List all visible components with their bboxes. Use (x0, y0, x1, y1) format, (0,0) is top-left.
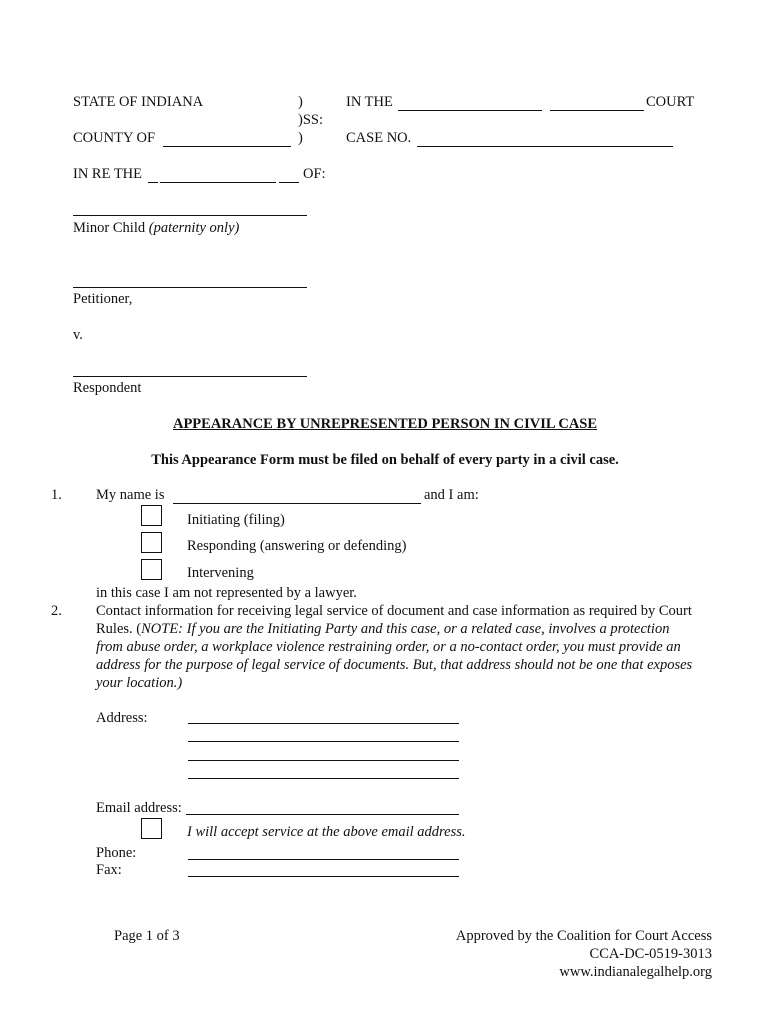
caption-paren: ) (298, 94, 303, 110)
caption-paren: ) (298, 130, 303, 146)
name-line[interactable] (173, 503, 421, 504)
note-text: your location.) (96, 675, 183, 691)
respondent-label: Respondent (73, 380, 142, 396)
versus-label: v. (73, 327, 83, 343)
respondent-line[interactable] (73, 376, 307, 377)
county-line[interactable] (163, 146, 291, 147)
email-line[interactable] (186, 814, 459, 815)
case-number-line[interactable] (417, 146, 673, 147)
form-code: CCA-DC-0519-3013 (589, 946, 712, 962)
address-line[interactable] (188, 741, 459, 742)
accept-email-checkbox[interactable] (141, 818, 162, 839)
address-line[interactable] (188, 760, 459, 761)
phone-line[interactable] (188, 859, 459, 860)
case-no-label: CASE NO. (346, 130, 412, 146)
fax-line[interactable] (188, 876, 459, 877)
minor-child-line[interactable] (73, 215, 307, 216)
petitioner-label: Petitioner, (73, 291, 133, 307)
in-the-label: IN THE (346, 94, 393, 110)
note-text: from abuse order, a workplace violence restraining order, or a no-contact order, you must provide an (96, 639, 681, 655)
in-re-short-line[interactable] (279, 182, 299, 183)
initiating-label: Initiating (filing) (187, 512, 285, 528)
court-type-line[interactable] (550, 110, 644, 111)
in-re-short-line[interactable] (148, 182, 158, 183)
address-line[interactable] (188, 723, 459, 724)
petitioner-line[interactable] (73, 287, 307, 288)
rules-note-line: Rules. (NOTE: If you are the Initiating Party and this case, or a related case, involves a protection (96, 621, 670, 637)
page-number: Page 1 of 3 (114, 928, 180, 944)
initiating-checkbox[interactable] (141, 505, 162, 526)
responding-label: Responding (answering or defending) (187, 538, 407, 554)
name-label: My name is (96, 487, 165, 503)
form-title: APPEARANCE BY UNREPRESENTED PERSON IN CIVIL CASE (172, 416, 598, 432)
in-re-line[interactable] (160, 182, 276, 183)
note-text: address for the purpose of legal service of documents. But, that address should not be one that exposes (96, 657, 693, 673)
email-label: Email address: (96, 800, 182, 816)
not-represented-text: in this case I am not represented by a lawyer. (96, 585, 357, 601)
approved-by: Approved by the Coalition for Court Access (455, 928, 712, 944)
address-line[interactable] (188, 778, 459, 779)
minor-child-label: Minor Child (paternity only) (73, 220, 240, 236)
intervening-checkbox[interactable] (141, 559, 162, 580)
ss-label: )SS: (298, 112, 323, 128)
item-number: 2. (51, 603, 62, 619)
intervening-label: Intervening (187, 565, 254, 581)
form-subtitle: This Appearance Form must be filed on behalf of every party in a civil case. (151, 452, 619, 468)
state-label: STATE OF INDIANA (73, 94, 204, 110)
fax-label: Fax: (96, 862, 122, 878)
of-label: OF: (303, 166, 326, 182)
accept-email-label: I will accept service at the above email address. (187, 824, 466, 840)
responding-checkbox[interactable] (141, 532, 162, 553)
and-i-am-label: and I am: (424, 487, 479, 503)
court-label: COURT (646, 94, 695, 110)
item-number: 1. (51, 487, 62, 503)
website-link[interactable]: www.indianalegalhelp.org (559, 964, 712, 980)
phone-label: Phone: (96, 845, 137, 861)
paternity-note: (paternity only) (148, 220, 240, 236)
court-name-line[interactable] (398, 110, 542, 111)
in-re-label: IN RE THE (73, 166, 143, 182)
county-label: COUNTY OF (73, 130, 156, 146)
contact-info-text: Contact information for receiving legal service of document and case information as required by Court (96, 603, 692, 619)
address-label: Address: (96, 710, 148, 726)
